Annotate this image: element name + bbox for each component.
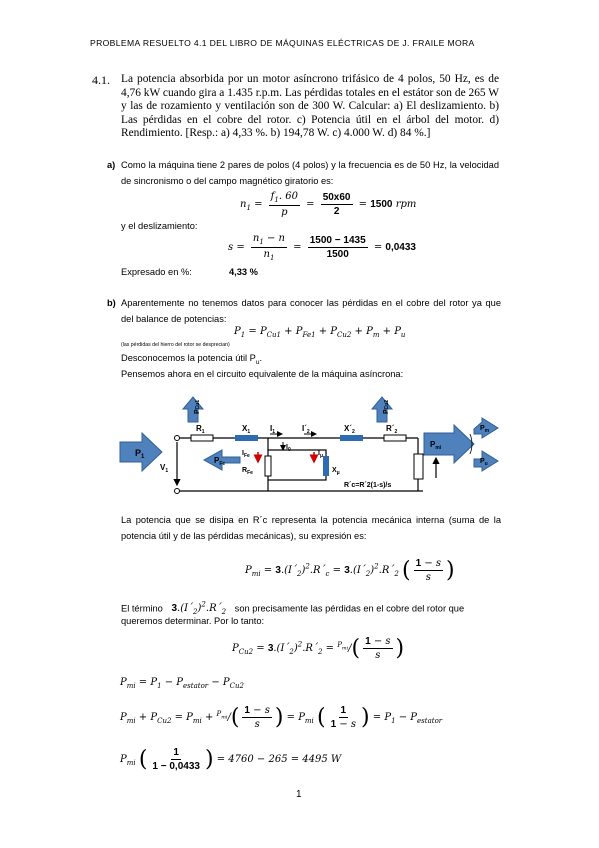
unknown-power-text: Desconocemos la potencia útil $P_u$.: [121, 353, 263, 366]
pcu1-label: PCu1: [194, 399, 201, 414]
pm-label: $P_m$: [480, 425, 490, 434]
rc-load-resistor: [414, 454, 423, 479]
i1-label: $I_1$: [270, 424, 276, 435]
xmu-label: $X_\mu$: [332, 467, 340, 476]
page-header: PROBLEMA RESUELTO 4.1 DEL LIBRO DE MÁQUINAS ELÉCTRICAS DE J. FRAILE MORA: [90, 38, 475, 48]
xmu-reactance: [323, 456, 329, 476]
percent-label: Expresado en %:: [121, 267, 192, 277]
r2-label: $R´_2$: [386, 424, 398, 435]
page-number: 1: [296, 789, 302, 800]
r1-label: $R_1$: [196, 424, 205, 435]
pu-label: $P_u$: [480, 458, 488, 467]
power-balance-equation: $P_1 = P_{Cu1} + P_{Fe1} + P_{Cu2} + P_m + P_u$: [234, 326, 406, 339]
slip-intro: y el deslizamiento:: [121, 221, 198, 231]
percent-value: 4,33 %: [229, 267, 258, 277]
pcu2-equation: $P_{Cu2}$ = $3.(I´_2)^2.R´_2 = ^{P_{mi}}/$( $\frac{1 - s}{s}$ ): [232, 636, 405, 661]
ife-label: $I_{Fe}$: [242, 450, 250, 459]
p1-label: $P_1$: [135, 448, 145, 460]
rfe-resistor: [265, 456, 271, 476]
pmi-equation: $P_{mi}$ = $3.(I´_2)^2.R´_c$ = $3.(I´_2)^2.R´_2$ ( $\frac{1 - s}{s}$ ): [245, 558, 455, 583]
part-a-label: a): [107, 160, 116, 170]
mech-power-paragraph: La potencia que se disipa en R´c representa la potencia mecánica interna (suma de la potencia útil y de las pérdidas mecánicas), su expresión es:: [121, 515, 501, 541]
term-paragraph-line2: queremos determinar. Por lo tanto:: [121, 616, 265, 626]
pmi-balance-equation: $P_{mi} = P_1 - P_{estator} - P_{Cu2}$: [120, 677, 244, 690]
problem-statement: La potencia absorbida por un motor asíncrono trifásico de 4 polos, 50 Hz, es de 4,76 kW cuando gira a 1.435 r.p.m. Las pérdidas totales en el estátor son de 265 W y las de rozamiento y ventilación son de 300 W. Calcular: a) El deslizamiento. b) Las pérdidas en el cobre del rotor. c) Potencia útil en el árbol del motor. d) Rendimiento. [Resp.: a) 4,33 %. b) 194,78 W. c) 4.000 W. d) 84 %.]: [121, 73, 499, 139]
r2-resistor: [384, 435, 406, 441]
problem-number: 4.1.: [92, 73, 110, 87]
rc-formula-label: R´c=R´2(1-s)/s: [344, 482, 392, 489]
rfe-label: $R_{Fe}$: [242, 467, 253, 476]
iron-loss-note: (las pérdidas del hierro del rotor se desprecian): [121, 342, 230, 348]
pfe-label: $P_{Fe}$: [214, 456, 226, 467]
part-a-text: Como la máquina tiene 2 pares de polos (4 polos) y la frecuencia es de 50 Hz, la velocidad de sincronismo o del campo magnético giratorio es:: [121, 160, 499, 186]
x2-label: $X´_2$: [344, 424, 355, 435]
x1-label: $X_1$: [242, 424, 251, 435]
equivalent-circuit-diagram: [118, 392, 510, 504]
terminal-top: [175, 436, 180, 441]
final-equation: $P_{mi}$ ( $\frac{1}{1 - 0,0433}$ ) = 4760 − 265 = 4495 W: [120, 747, 342, 772]
pmi-label: $P_{mi}$: [430, 440, 442, 451]
pmi-pcu2-equation: $P_{mi} + P_{Cu2} = P_{mi} + ^{P_{mi}}/$( $\frac{1 - s}{s}$ ) = $P_{mi}$ ( $\frac{1}{1 - s}$ ) = $P_1 - P_{estator}$: [120, 705, 443, 730]
slip-equation: s = $\frac{n_1 - n}{n_1}$ = $\frac{1500 - 1435}{1500}$ = 0,0433: [228, 233, 416, 262]
part-b-text: Aparentemente no tenemos datos para conocer las pérdidas en el cobre del rotor ya que del balance de potencias:: [121, 298, 501, 324]
term-paragraph-line1: El término $3.(I´_2)^2.R´_2$ son precisamente las pérdidas en el cobre del rotor que: [121, 601, 465, 617]
circuit-intro: Pensemos ahora en el circuito equivalente de la máquina asíncrona:: [121, 369, 404, 379]
x2-reactance: [340, 435, 363, 441]
i0-label: $I_0$: [286, 444, 291, 453]
r1-resistor: [191, 435, 213, 441]
pfe-loss-arrow: [204, 450, 240, 470]
x1-reactance: [235, 435, 258, 441]
part-b-label: b): [107, 298, 116, 308]
terminal-bottom: [175, 489, 180, 494]
imu-label: $I_\mu$: [318, 450, 324, 459]
pcu2-label: PCu2: [383, 399, 390, 414]
i2-label: $I´_2$: [302, 424, 310, 435]
sync-speed-equation: $n_1$ = $\frac{f_1. 60}{p}$ = $\frac{50x60}{2}$ = 1500 rpm: [240, 191, 417, 218]
v1-label: $V_1$: [160, 463, 169, 474]
